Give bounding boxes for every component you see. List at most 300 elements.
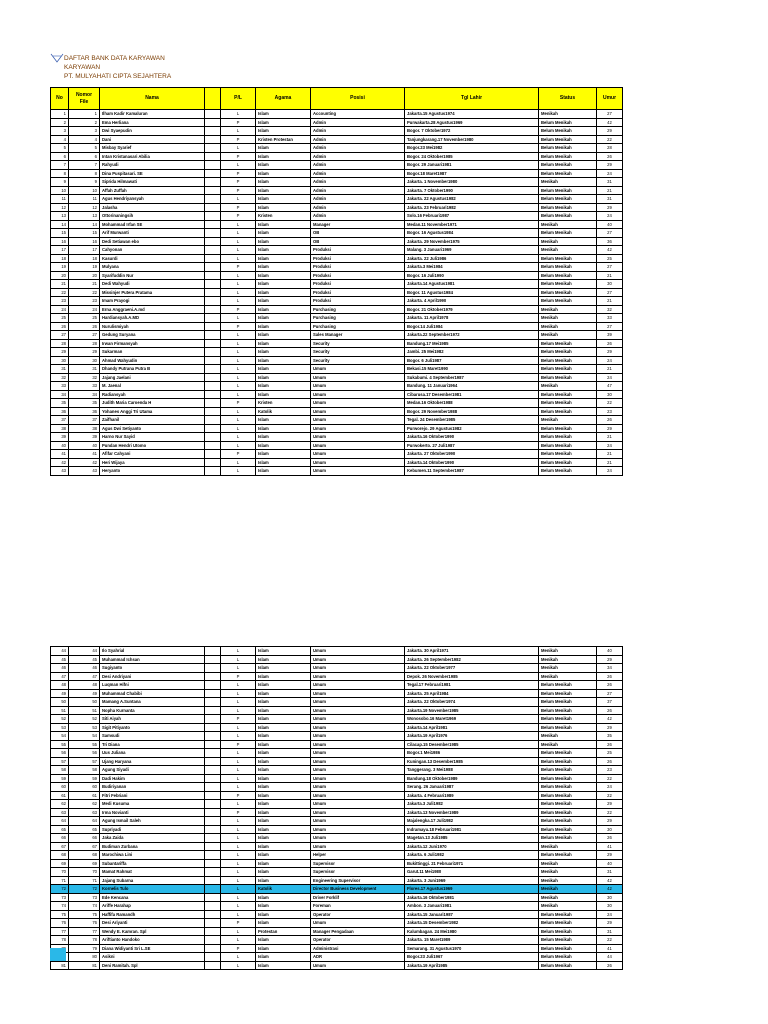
cell-tgl-lahir: Magetan.13 Juli1985 <box>405 834 539 843</box>
cell-status: Belum Menikah <box>539 825 597 834</box>
cell-posisi: Admin <box>311 127 405 136</box>
cell-blank <box>205 118 221 127</box>
cell-nama: Yohanes Anggi Tri Utama <box>100 407 205 416</box>
cell-umur: 24 <box>597 910 623 919</box>
cell-nama: Dani <box>100 135 205 144</box>
cell-umur: 24 <box>597 783 623 792</box>
table-row <box>51 774 623 783</box>
cell-status: Belum Menikah <box>539 817 597 826</box>
cell-agama: Islam <box>256 229 311 238</box>
cell-status: Belum Menikah <box>539 749 597 758</box>
cell-nama: Ariftianto Handoko <box>100 936 205 945</box>
cell-umur: 44 <box>597 953 623 962</box>
cell-posisi: Admin <box>311 135 405 144</box>
cell-status: Belum Menikah <box>539 254 597 263</box>
cell-umur: 21 <box>597 433 623 442</box>
cell-status: Belum Menikah <box>539 118 597 127</box>
cell-nama: Irwan Firmansyah <box>100 339 205 348</box>
cell-umur: 27 <box>597 110 623 119</box>
cell-nama: Syarifuddin Nur <box>100 271 205 280</box>
table-row <box>51 305 623 314</box>
cell-pl: L <box>221 407 256 416</box>
table-row <box>51 902 623 911</box>
cell-posisi: Umum <box>311 655 405 664</box>
cell-posisi: Umum <box>311 817 405 826</box>
cell-nomor-file: 23 <box>69 297 100 306</box>
cell-no: 30 <box>51 356 69 365</box>
table-row <box>51 655 623 664</box>
cell-posisi: Umum <box>311 732 405 741</box>
cell-umur: 21 <box>597 186 623 195</box>
cell-nama: Siprida Hilmawati <box>100 178 205 187</box>
cell-nama: Tri Diana <box>100 740 205 749</box>
cell-nomor-file: 36 <box>69 407 100 416</box>
cell-tgl-lahir: Jakarta. 25 April1984 <box>405 689 539 698</box>
cell-umur: 47 <box>597 382 623 391</box>
cell-nama: Cahyonan <box>100 246 205 255</box>
cell-blank <box>205 450 221 459</box>
col-posisi: Posisi <box>311 88 405 110</box>
cell-umur: 21 <box>597 271 623 280</box>
cell-posisi: Umum <box>311 664 405 673</box>
cell-status: Belum Menikah <box>539 399 597 408</box>
cell-agama: Islam <box>256 297 311 306</box>
cell-status: Belum Menikah <box>539 681 597 690</box>
cell-umur: 29 <box>597 424 623 433</box>
cell-posisi: Security <box>311 356 405 365</box>
cell-posisi: Umum <box>311 458 405 467</box>
cell-tgl-lahir: Bogor. 11 Agustus1984 <box>405 288 539 297</box>
cell-no: 6 <box>51 152 69 161</box>
cell-pl: L <box>221 902 256 911</box>
cell-pl: L <box>221 927 256 936</box>
cell-pl: L <box>221 348 256 357</box>
cell-nomor-file: 14 <box>69 220 100 229</box>
cell-umur: 29 <box>597 800 623 809</box>
cell-tgl-lahir: Jakarta. 11 April1978 <box>405 314 539 323</box>
cell-no: 73 <box>51 893 69 902</box>
cell-nama: Agung Siyadi <box>100 766 205 775</box>
cell-posisi: Supervisor <box>311 859 405 868</box>
cell-umur: 29 <box>597 161 623 170</box>
cell-no: 42 <box>51 458 69 467</box>
table-row <box>51 331 623 340</box>
cell-nomor-file: 16 <box>69 237 100 246</box>
cell-tgl-lahir: Malang. 3 Januari1969 <box>405 246 539 255</box>
cell-blank <box>205 817 221 826</box>
cell-status: Menikah <box>539 740 597 749</box>
cell-status: Menikah <box>539 902 597 911</box>
cell-umur: 24 <box>597 212 623 221</box>
cell-blank <box>205 254 221 263</box>
table-row <box>51 441 623 450</box>
table-row <box>51 885 623 894</box>
cell-nama: Sigit Pitiyanto <box>100 723 205 732</box>
cell-blank <box>205 664 221 673</box>
cell-status: Belum Menikah <box>539 953 597 962</box>
document-logo-icon <box>50 53 64 63</box>
cell-posisi: Umum <box>311 382 405 391</box>
cell-nama: Dedi Wahyudi <box>100 280 205 289</box>
cell-pl: L <box>221 339 256 348</box>
cell-pl: L <box>221 732 256 741</box>
cell-umur: 26 <box>597 152 623 161</box>
cell-tgl-lahir: Bogor.18 Maret1987 <box>405 169 539 178</box>
cell-blank <box>205 961 221 970</box>
cell-nomor-file: 32 <box>69 373 100 382</box>
cell-tgl-lahir: Medan.11 November1971 <box>405 220 539 229</box>
cell-posisi: Umum <box>311 808 405 817</box>
cell-blank <box>205 110 221 119</box>
cell-nomor-file: 49 <box>69 689 100 698</box>
cell-tgl-lahir: Bandung. 11 Januari1964 <box>405 382 539 391</box>
cell-pl: L <box>221 859 256 868</box>
cell-pl: P <box>221 944 256 953</box>
cell-umur: 30 <box>597 893 623 902</box>
cell-nama: Affah Zuffah <box>100 186 205 195</box>
cell-nama: Uus Juliana <box>100 749 205 758</box>
table-row <box>51 868 623 877</box>
cell-agama: Islam <box>256 390 311 399</box>
table-row <box>51 910 623 919</box>
cell-status: Menikah <box>539 893 597 902</box>
cell-nama: Hardiansyah.A.MD <box>100 314 205 323</box>
cell-agama: Islam <box>256 365 311 374</box>
cell-tgl-lahir: Bukittinggi. 21 Februari1971 <box>405 859 539 868</box>
cell-nomor-file: 12 <box>69 203 100 212</box>
cell-status: Belum Menikah <box>539 808 597 817</box>
cell-umur: 30 <box>597 280 623 289</box>
cell-agama: Islam <box>256 961 311 970</box>
cell-umur: 27 <box>597 689 623 698</box>
cell-blank <box>205 161 221 170</box>
cell-posisi: Umum <box>311 800 405 809</box>
cell-pl: L <box>221 783 256 792</box>
cell-agama: Islam <box>256 331 311 340</box>
cell-blank <box>205 885 221 894</box>
cell-blank <box>205 859 221 868</box>
cell-posisi: Produksi <box>311 254 405 263</box>
cell-nama: Dhandy Putrana Putra B <box>100 365 205 374</box>
cell-nomor-file: 53 <box>69 723 100 732</box>
cell-agama: Islam <box>256 110 311 119</box>
cell-pl: P <box>221 450 256 459</box>
table-row <box>51 254 623 263</box>
cell-no: 63 <box>51 808 69 817</box>
cell-nama: Wendy E. Kamran. Spl <box>100 927 205 936</box>
cell-status: Belum Menikah <box>539 961 597 970</box>
cell-status: Belum Menikah <box>539 373 597 382</box>
cell-posisi: Foreman <box>311 902 405 911</box>
cell-blank <box>205 127 221 136</box>
cell-tgl-lahir: Bogor. 16 Juli1990 <box>405 271 539 280</box>
cell-blank <box>205 936 221 945</box>
cell-blank <box>205 144 221 153</box>
cell-tgl-lahir: Tanjungkarang.17 November1980 <box>405 135 539 144</box>
cell-tgl-lahir: Jakarta.15 Januari1987 <box>405 910 539 919</box>
cell-agama: Islam <box>256 322 311 331</box>
cell-nomor-file: 64 <box>69 817 100 826</box>
cell-posisi: Umum <box>311 365 405 374</box>
cell-tgl-lahir: Bogor.1 Mei1986 <box>405 749 539 758</box>
cell-status: Belum Menikah <box>539 689 597 698</box>
company-name: PT. MULYAHATI CIPTA SEJAHTERA <box>64 73 172 80</box>
cell-blank <box>205 314 221 323</box>
cell-nomor-file: 78 <box>69 936 100 945</box>
cell-nama: Medi Kusuma <box>100 800 205 809</box>
cell-no: 32 <box>51 373 69 382</box>
table-row <box>51 356 623 365</box>
cell-tgl-lahir: Jakarta. 22 Oktober1974 <box>405 698 539 707</box>
cell-nama: Samsudi <box>100 732 205 741</box>
cell-no: 5 <box>51 144 69 153</box>
cell-agama: Islam <box>256 450 311 459</box>
cell-no: 68 <box>51 851 69 860</box>
cell-no: 34 <box>51 390 69 399</box>
cell-nama: Mamang A.Suntana <box>100 698 205 707</box>
cell-nomor-file: 9 <box>69 178 100 187</box>
cell-posisi: Umum <box>311 698 405 707</box>
cell-agama: Islam <box>256 766 311 775</box>
cell-nama: Misbay Syarief <box>100 144 205 153</box>
cell-nomor-file: 33 <box>69 382 100 391</box>
cell-umur: 41 <box>597 944 623 953</box>
cell-blank <box>205 655 221 664</box>
cell-nomor-file: 31 <box>69 365 100 374</box>
cell-status: Menikah <box>539 305 597 314</box>
cell-tgl-lahir: Jakarta. 29 November1975 <box>405 237 539 246</box>
cell-tgl-lahir: Jakarta. 6 Juli1982 <box>405 851 539 860</box>
cell-umur: 24 <box>597 467 623 476</box>
cell-blank <box>205 297 221 306</box>
cell-umur: 29 <box>597 919 623 928</box>
cell-pl: P <box>221 305 256 314</box>
cell-nama: Sugiyanto <box>100 664 205 673</box>
cell-agama: Islam <box>256 834 311 843</box>
cell-nama: Siti Aiyah <box>100 715 205 724</box>
cell-pl: L <box>221 953 256 962</box>
cell-pl: L <box>221 441 256 450</box>
cell-agama: Islam <box>256 893 311 902</box>
cell-agama: Islam <box>256 800 311 809</box>
cell-tgl-lahir: Jakarta.3 Mei1984 <box>405 263 539 272</box>
cell-umur: 30 <box>597 825 623 834</box>
cell-nomor-file: 34 <box>69 390 100 399</box>
cell-tgl-lahir: Jakarta.12 Juni1970 <box>405 842 539 851</box>
cell-no: 61 <box>51 791 69 800</box>
cell-pl: L <box>221 885 256 894</box>
cell-blank <box>205 919 221 928</box>
table-row <box>51 689 623 698</box>
cell-blank <box>205 407 221 416</box>
cell-nomor-file: 65 <box>69 825 100 834</box>
cell-nomor-file: 25 <box>69 314 100 323</box>
cell-pl: L <box>221 297 256 306</box>
cell-posisi: Umum <box>311 433 405 442</box>
cell-agama: Islam <box>256 919 311 928</box>
cell-posisi: Umum <box>311 681 405 690</box>
table-row <box>51 936 623 945</box>
cell-pl: L <box>221 314 256 323</box>
cell-nomor-file: 73 <box>69 893 100 902</box>
cell-blank <box>205 953 221 962</box>
cell-pl: P <box>221 212 256 221</box>
cell-blank <box>205 672 221 681</box>
cell-agama: Kristen <box>256 212 311 221</box>
cell-no: 53 <box>51 723 69 732</box>
cell-umur: 21 <box>597 458 623 467</box>
cell-nomor-file: 43 <box>69 467 100 476</box>
table-row <box>51 348 623 357</box>
cell-agama: Islam <box>256 280 311 289</box>
cell-umur: 42 <box>597 885 623 894</box>
cell-status: Belum Menikah <box>539 280 597 289</box>
cell-posisi: Umum <box>311 647 405 656</box>
cell-agama: Islam <box>256 817 311 826</box>
cell-agama: Islam <box>256 339 311 348</box>
cell-blank <box>205 458 221 467</box>
cell-posisi: Umum <box>311 723 405 732</box>
cell-blank <box>205 647 221 656</box>
cell-umur: 31 <box>597 195 623 204</box>
col-tgl-lahir: Tgl Lahir <box>405 88 539 110</box>
cell-no: 18 <box>51 254 69 263</box>
cell-no: 7 <box>51 161 69 170</box>
cell-posisi: Admin <box>311 186 405 195</box>
cell-posisi: Umum <box>311 715 405 724</box>
cell-agama: Islam <box>256 689 311 698</box>
cell-tgl-lahir: Tegal.17 Februari1981 <box>405 681 539 690</box>
cell-pl: L <box>221 229 256 238</box>
cell-agama: Islam <box>256 672 311 681</box>
cell-nomor-file: 11 <box>69 195 100 204</box>
cell-posisi: Produksi <box>311 263 405 272</box>
cell-posisi: Purchasing <box>311 322 405 331</box>
cell-umur: 29 <box>597 348 623 357</box>
cell-tgl-lahir: Jakarta. 1 November1980 <box>405 178 539 187</box>
cell-nomor-file: 42 <box>69 458 100 467</box>
cell-nama: Agus Hendriyansyah <box>100 195 205 204</box>
table-row <box>51 373 623 382</box>
cell-nomor-file: 51 <box>69 706 100 715</box>
cell-nama: Rahyudi <box>100 161 205 170</box>
cell-no: 77 <box>51 927 69 936</box>
cell-pl: L <box>221 868 256 877</box>
cell-agama: Islam <box>256 664 311 673</box>
cell-no: 3 <box>51 127 69 136</box>
cell-nama: Erna Anggraeni.A.md <box>100 305 205 314</box>
cell-umur: 21 <box>597 450 623 459</box>
cell-umur: 37 <box>597 698 623 707</box>
cell-nomor-file: 13 <box>69 212 100 221</box>
cell-nama: Intan Kristanasari Abilia <box>100 152 205 161</box>
cell-blank <box>205 893 221 902</box>
cell-status: Menikah <box>539 732 597 741</box>
cell-blank <box>205 842 221 851</box>
cell-posisi: Umum <box>311 672 405 681</box>
cell-nomor-file: 24 <box>69 305 100 314</box>
table-row <box>51 757 623 766</box>
table-row <box>51 152 623 161</box>
cell-blank <box>205 424 221 433</box>
table-row <box>51 953 623 962</box>
cell-status: Menikah <box>539 416 597 425</box>
cell-tgl-lahir: Kuningan.13 Desember1985 <box>405 757 539 766</box>
cell-nama: Ariffe Harahap <box>100 902 205 911</box>
cell-nama: Imam Prayogi <box>100 297 205 306</box>
cell-agama: Islam <box>256 868 311 877</box>
cell-pl: L <box>221 356 256 365</box>
cell-blank <box>205 322 221 331</box>
cell-tgl-lahir: Jakarta.19 November1985 <box>405 706 539 715</box>
table-header-row <box>51 88 623 110</box>
table-row <box>51 263 623 272</box>
cell-posisi: Produksi <box>311 271 405 280</box>
cell-nomor-file: 15 <box>69 229 100 238</box>
cell-no: 35 <box>51 399 69 408</box>
cell-umur: 30 <box>597 902 623 911</box>
cell-nomor-file: 57 <box>69 757 100 766</box>
cell-status: Belum Menikah <box>539 441 597 450</box>
col-umur: Umur <box>597 88 623 110</box>
table-row <box>51 842 623 851</box>
cell-umur: 26 <box>597 706 623 715</box>
cell-no: 1 <box>51 110 69 119</box>
table-row <box>51 297 623 306</box>
cell-pl: P <box>221 118 256 127</box>
cell-agama: Islam <box>256 732 311 741</box>
cell-status: Belum Menikah <box>539 834 597 843</box>
cell-no: 13 <box>51 212 69 221</box>
cell-blank <box>205 723 221 732</box>
cell-pl: L <box>221 288 256 297</box>
cell-no: 33 <box>51 382 69 391</box>
table-row <box>51 118 623 127</box>
cell-pl: L <box>221 757 256 766</box>
cell-tgl-lahir: Jakarta.14 April1981 <box>405 723 539 732</box>
cell-pl: L <box>221 416 256 425</box>
cell-blank <box>205 902 221 911</box>
cell-no: 16 <box>51 237 69 246</box>
cell-tgl-lahir: Jakarta. 22 Agustus1982 <box>405 195 539 204</box>
cell-no: 60 <box>51 783 69 792</box>
cell-nama: Supriyadi <box>100 825 205 834</box>
cell-agama: Islam <box>256 263 311 272</box>
cell-blank <box>205 706 221 715</box>
cell-tgl-lahir: Jambi. 25 Mei1982 <box>405 348 539 357</box>
cell-status: Belum Menikah <box>539 135 597 144</box>
table-row <box>51 280 623 289</box>
cell-nomor-file: 60 <box>69 783 100 792</box>
cell-blank <box>205 774 221 783</box>
cell-nomor-file: 22 <box>69 288 100 297</box>
cell-posisi: Umum <box>311 416 405 425</box>
table-row <box>51 450 623 459</box>
cell-pl: L <box>221 910 256 919</box>
cell-posisi: Produksi <box>311 288 405 297</box>
cell-nama: Deni Ramitah. Spl <box>100 961 205 970</box>
table-row <box>51 416 623 425</box>
cell-agama: Islam <box>256 195 311 204</box>
cell-status: Belum Menikah <box>539 339 597 348</box>
cell-status: Belum Menikah <box>539 910 597 919</box>
cell-posisi: Admin <box>311 178 405 187</box>
cell-blank <box>205 178 221 187</box>
cell-nomor-file: 10 <box>69 186 100 195</box>
cell-blank <box>205 740 221 749</box>
cell-tgl-lahir: Solo.16 Februari1987 <box>405 212 539 221</box>
cell-status: Belum Menikah <box>539 936 597 945</box>
